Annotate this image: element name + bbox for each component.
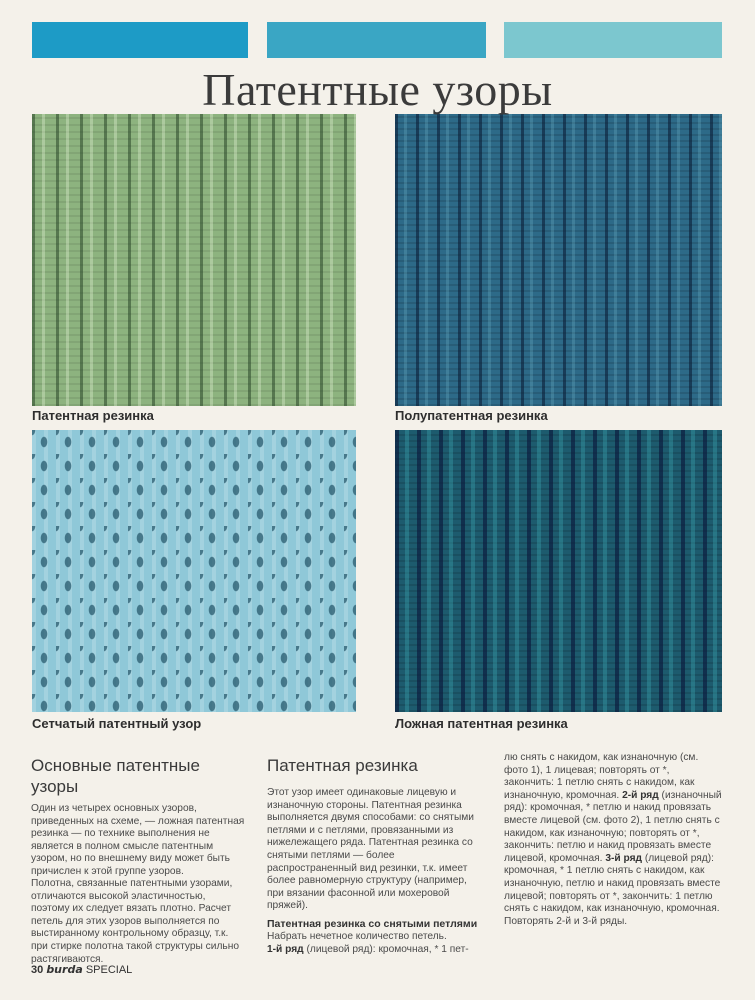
col2-row1-text — [267, 944, 492, 957]
row1-body: (лицевой ряд): кромочная, * 1 пет- — [303, 944, 469, 955]
row1-label: 1-й ряд — [267, 944, 304, 955]
row3-label: 3-й ряд — [605, 852, 643, 864]
page-title: Патентные узоры — [202, 64, 553, 115]
page-footer — [31, 963, 132, 976]
col3-part3: (лицевой ряд): кромочная, * 1 петлю снять с накидом, как изнаночную, петлю и накид провязать вместе лицевой; повторять от *, закончить: 1 петлю снять с накидом, как изнаночную, кромочная. — [504, 852, 721, 915]
heading-line-1: Основные патентные — [31, 756, 200, 775]
heading-line-2: узоры — [31, 777, 79, 796]
swatch-caption-half-patent-rib: Полупатентная резинка — [395, 408, 548, 423]
accent-bar-1 — [32, 22, 248, 58]
col1-paragraph-1: Один из четырех основных узоров, приведенных на схеме, — ложная патентная резинка — по технике выполнения не является в полном смысле патентным узором, но по внешнему виду может быть причислен к этой группе узоров. — [31, 803, 245, 877]
section-heading-basic-patterns — [31, 755, 261, 797]
accent-bar-3 — [504, 22, 722, 58]
col3-part1: лю снять с накидом, как изнаночную (см. фото 1), 1 лицевая; повторять от *, закончить: 1 петлю снять с накидом, как изнаночную, кромочная. — [504, 752, 699, 801]
col1-paragraph-2: Полотна, связанные патентными узорами, отличаются высокой эластичностью, поэтому их следует вязать плотно. Расчет петель для этих узоров выполняется по выстиранному контрольному образцу, т.к. при стирке полотна такой структуры сильно растягиваются. — [31, 878, 239, 965]
page-number: 30 — [31, 964, 44, 976]
brand-logo-text: burda — [46, 963, 83, 976]
edition-label: SPECIAL — [85, 964, 133, 976]
swatch-photo-false-patent-rib — [395, 430, 722, 712]
swatch-caption-false-patent-rib: Ложная патентная резинка — [395, 716, 568, 731]
row2-label: 2-й ряд — [622, 789, 659, 801]
col3-instructions — [504, 752, 722, 928]
col2-cast-on-text: Набрать нечетное количество петель. — [267, 931, 447, 942]
swatch-caption-patent-rib: Патентная резинка — [32, 408, 154, 423]
swatch-caption-mesh-patent: Сетчатый патентный узор — [32, 716, 202, 731]
accent-bar-2 — [267, 22, 486, 58]
col3-part2: (изнаночный ряд): кромочная, * петлю и накид провязать вместе лицевой (см. фото 2), 1 петлю снять с накидом, как изнаночную; повторять от *, закончить: петлю и накид провязать вместе лицевой, кромочная. — [504, 789, 722, 864]
col3-repeat: Повторять 2-й и 3-й ряды. — [504, 915, 628, 927]
col2-subheading: Патентная резинка со снятыми петлями — [267, 918, 478, 930]
swatch-photo-mesh-patent — [32, 430, 356, 712]
swatch-photo-patent-rib — [32, 114, 356, 406]
section-heading-patent-rib: Патентная резинка — [267, 756, 418, 775]
col2-intro-paragraph: Этот узор имеет одинаковые лицевую и изнаночную стороны. Патентная резинка выполняется двумя способами: со снятыми петлями и с петлями, провязанными из нижележащего ряда. Патентная резинка со снятыми петлями — более распространенный вид резинки, т.к. имеет более равномерную структуру (например, при вязании фасонной или мохеровой пряжей). — [267, 787, 474, 912]
swatch-photo-half-patent-rib — [395, 114, 722, 406]
